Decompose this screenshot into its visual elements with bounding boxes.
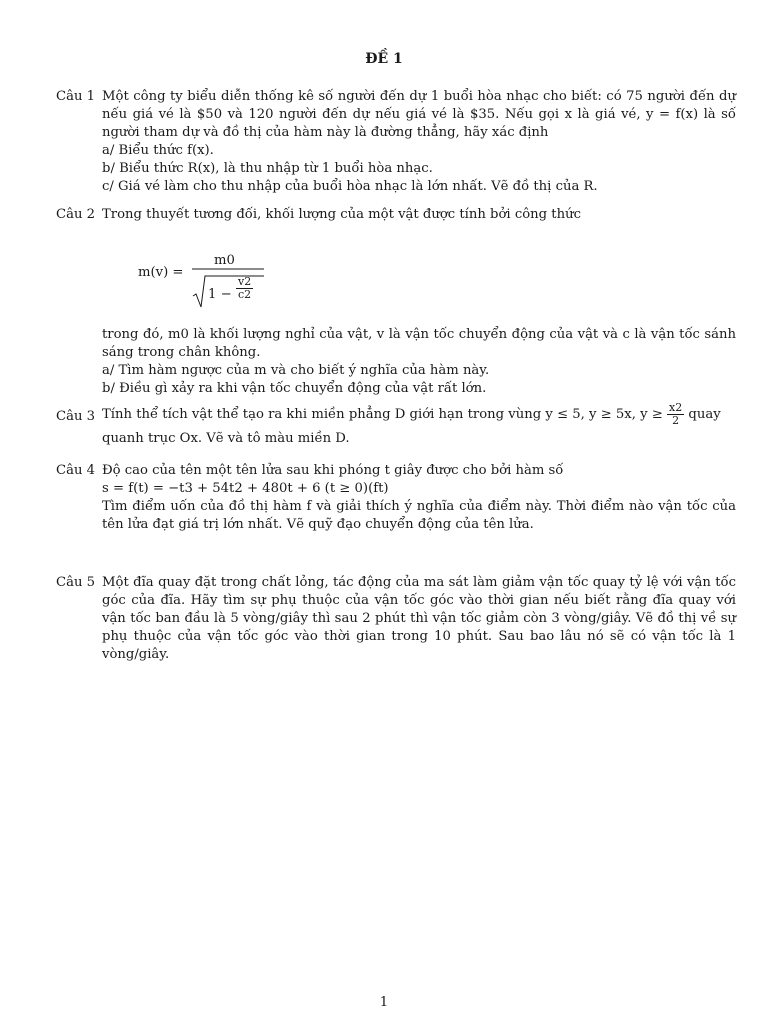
formula-root-term: 1 − bbox=[208, 287, 232, 302]
question-label: Câu 2 bbox=[56, 207, 96, 222]
question-text: Tính thể tích vật thể tạo ra khi miền phẳng D giới hạn trong vùng y ≤ 5, y ≥ 5x, y ≥ bbox=[102, 407, 663, 422]
question-5 bbox=[56, 574, 736, 664]
question-1 bbox=[56, 88, 736, 196]
sub-question-a: a/ Biểu thức f(x). bbox=[102, 143, 214, 158]
question-label: Câu 4 bbox=[56, 463, 96, 478]
page-title: ĐỀ 1 bbox=[365, 51, 403, 67]
v-over-c-fraction bbox=[236, 276, 253, 301]
page-number: 1 bbox=[379, 995, 389, 1010]
sub-question-a: a/ Tìm hàm ngược của m và cho biết ý nghĩa của hàm này. bbox=[102, 363, 490, 378]
question-intro: Trong thuyết tương đối, khối lượng của một vật được tính bởi công thức bbox=[102, 207, 581, 222]
question-3 bbox=[56, 400, 736, 448]
question-text: Tìm điểm uốn của đồ thị hàm f và giải thích ý nghĩa của điểm này. Thời điểm nào vận tốc của tên lửa đạt giá trị lớn nhất. Vẽ quỹ đạo chuyển động của tên lửa. bbox=[102, 499, 736, 532]
question-label: Câu 5 bbox=[56, 575, 96, 590]
question-text: Một công ty biểu diễn thống kê số người đến dự 1 buổi hòa nhạc cho biết: có 75 người đến dự nếu giá vé là $50 và 120 người đến dự nếu giá vé là $35. Nếu gọi x là giá vé, y = f(x) là số người tham dự và đồ thị của hàm này là đường thẳng, hãy xác định bbox=[102, 89, 736, 140]
formula-explanation: trong đó, m0 là khối lượng nghỉ của vật, v là vận tốc chuyển động của vật và c là vận tốc sánh sáng trong chân không. bbox=[102, 327, 736, 360]
height-formula: s = f(t) = −t3 + 54t2 + 480t + 6 (t ≥ 0)(ft) bbox=[102, 481, 389, 496]
sub-question-b: b/ Điều gì xảy ra khi vận tốc chuyển động của vật rất lớn. bbox=[102, 381, 487, 396]
v2: v2 bbox=[238, 275, 252, 288]
sub-question-b: b/ Biểu thức R(x), là thu nhập từ 1 buổi hòa nhạc. bbox=[102, 161, 433, 176]
question-4 bbox=[56, 462, 736, 534]
question-2 bbox=[56, 206, 736, 398]
question-text: Một đĩa quay đặt trong chất lỏng, tác động của ma sát làm giảm vận tốc quay tỷ lệ với vận tốc góc của đĩa. Hãy tìm sự phụ thuộc của vận tốc góc vào thời gian nếu biết rằng đĩa quay với vận tốc ban đầu là 5 vòng/giây thì sau 2 phút thì vận tốc giảm còn 3 vòng/giây. Vẽ đồ thị về sự phụ thuộc của vận tốc góc vào thời gian trong 10 phút. Sau bao lâu nó sẽ có vận tốc là 1 vòng/giây. bbox=[102, 575, 736, 662]
sub-question-c: c/ Giá vé làm cho thu nhập của buổi hòa nhạc là lớn nhất. Vẽ đồ thị của R. bbox=[102, 179, 598, 194]
question-label: Câu 1 bbox=[56, 89, 96, 104]
formula-numerator: m0 bbox=[214, 253, 235, 268]
formula-lhs: m(v) = bbox=[138, 265, 184, 280]
question-intro: Độ cao của tên một tên lửa sau khi phóng t giây được cho bởi hàm số bbox=[102, 463, 564, 478]
question-text-line2: quanh trục Ox. Vẽ và tô màu miền D. bbox=[102, 431, 350, 446]
fraction-bar bbox=[192, 268, 264, 270]
frac-denominator: 2 bbox=[672, 414, 680, 427]
question-label: Câu 3 bbox=[56, 409, 96, 424]
question-text-end: quay bbox=[688, 407, 721, 422]
c2: c2 bbox=[238, 288, 252, 301]
mass-formula bbox=[102, 232, 736, 302]
frac-numerator: x2 bbox=[668, 401, 683, 414]
x-squared-over-2 bbox=[667, 402, 684, 427]
